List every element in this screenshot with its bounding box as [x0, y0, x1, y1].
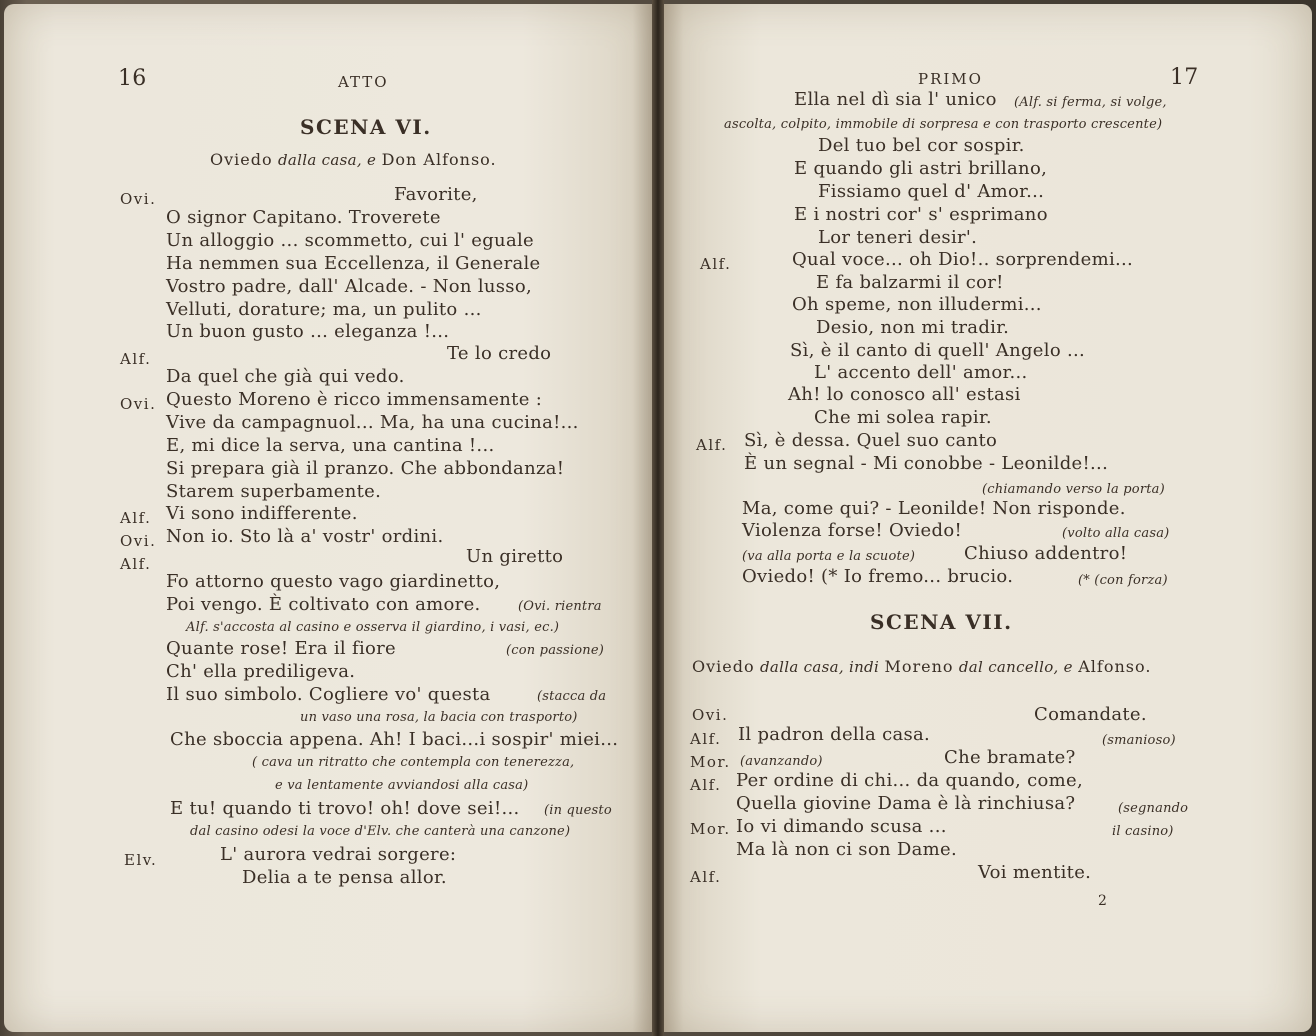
verse-line: L' aurora vedrai sorgere: — [220, 844, 457, 865]
scene-characters — [692, 656, 1151, 678]
speaker-label: Elv. — [124, 851, 158, 869]
book-gutter — [652, 0, 664, 1036]
stage-direction: ( cava un ritratto che contempla con tenerezza, — [252, 755, 575, 770]
verse-line: Te lo credo — [447, 343, 552, 364]
verse-line: Un buon gusto ... eleganza !... — [166, 321, 450, 342]
verse-line: Io vi dimando scusa ... — [736, 816, 947, 837]
character-action: dalla casa, e — [278, 151, 377, 169]
speaker-label: Alf. — [120, 509, 152, 527]
verse-line: Vi sono indifferente. — [166, 503, 358, 524]
verse-line: Poi vengo. È coltivato con amore. — [166, 594, 481, 615]
character-name: Oviedo — [692, 657, 755, 676]
speaker-label: Mor. — [690, 820, 731, 838]
verse-line: L' accento dell' amor... — [814, 362, 1028, 383]
verse-line: E, mi dice la serva, una cantina !... — [166, 435, 495, 456]
verse-line: E fa balzarmi il cor! — [816, 272, 1004, 293]
speaker-label: Alf. — [696, 436, 728, 454]
verse-line: Vive da campagnuol... Ma, ha una cucina!... — [166, 412, 579, 433]
verse-line: Il padron della casa. — [738, 724, 931, 745]
verse-line: Questo Moreno è ricco immensamente : — [166, 389, 543, 410]
verse-line: Violenza forse! Oviedo! — [742, 520, 962, 541]
stage-direction: (Alf. si ferma, si volge, — [1014, 95, 1167, 110]
verse-line: Sì, è il canto di quell' Angelo ... — [790, 340, 1086, 361]
left-page — [4, 4, 652, 1032]
verse-line: Da quel che già qui vedo. — [166, 366, 405, 387]
verse-line: Comandate. — [1034, 704, 1147, 725]
verse-line: E tu! quando ti trovo! oh! dove sei!... — [170, 798, 520, 819]
stage-direction: (smanioso) — [1102, 733, 1176, 748]
stage-direction: un vaso una rosa, la bacia con trasporto) — [300, 710, 578, 725]
speaker-label: Ovi. — [120, 190, 157, 208]
verse-line: Quella giovine Dama è là rinchiusa? — [736, 793, 1076, 814]
verse-line: E i nostri cor' s' esprimano — [794, 204, 1048, 225]
speaker-label: Alf. — [700, 255, 732, 273]
verse-line: Starem superbamente. — [166, 481, 382, 502]
verse-line: Ella nel dì sia l' unico — [794, 89, 997, 110]
verse-line: Qual voce... oh Dio!.. sorprendemi... — [792, 249, 1134, 270]
verse-line: Oviedo! (* Io fremo... brucio. — [742, 566, 1014, 587]
verse-line: Sì, è dessa. Quel suo canto — [744, 430, 998, 451]
stage-direction: (chiamando verso la porta) — [982, 482, 1165, 497]
stage-direction: il casino) — [1112, 824, 1174, 839]
verse-line: È un segnal - Mi conobbe - Leonilde!... — [744, 453, 1109, 474]
verse-line: Del tuo bel cor sospir. — [818, 135, 1025, 156]
verse-line: Fo attorno questo vago giardinetto, — [166, 571, 501, 592]
verse-line: Lor teneri desir'. — [818, 227, 978, 248]
speaker-label: Alf. — [690, 868, 722, 886]
stage-direction: (volto alla casa) — [1062, 526, 1170, 541]
right-page — [664, 4, 1312, 1032]
verse-line: Desio, non mi tradir. — [816, 317, 1010, 338]
verse-line: Fissiamo quel d' Amor... — [818, 181, 1045, 202]
stage-direction: dal casino odesi la voce d'Elv. che canterà una canzone) — [190, 824, 571, 839]
verse-line: Il suo simbolo. Cogliere vo' questa — [166, 684, 491, 705]
scene-characters — [210, 149, 497, 171]
stage-direction: Alf. s'accosta al casino e osserva il giardino, i vasi, ec.) — [186, 620, 560, 635]
verse-line: Un giretto — [466, 546, 564, 567]
stage-direction: (avanzando) — [740, 754, 823, 769]
stage-direction: (* (con forza) — [1078, 573, 1168, 588]
verse-line: Vostro padre, dall' Alcade. - Non lusso, — [166, 276, 533, 297]
verse-line: O signor Capitano. Troverete — [166, 207, 441, 228]
verse-line: Quante rose! Era il fiore — [166, 638, 397, 659]
verse-line: Che mi solea rapir. — [814, 407, 992, 428]
speaker-label: Ovi. — [692, 706, 729, 724]
speaker-label: Alf. — [120, 555, 152, 573]
signature-mark: 2 — [1098, 893, 1108, 909]
verse-line: Velluti, dorature; ma, un pulito ... — [166, 299, 482, 320]
stage-direction: (in questo — [544, 803, 612, 818]
stage-direction: ascolta, colpito, immobile di sorpresa e con trasporto crescente) — [724, 117, 1163, 132]
verse-line: Ah! lo conosco all' estasi — [788, 384, 1021, 405]
stage-direction: e va lentamente avviandosi alla casa) — [275, 778, 529, 793]
verse-line: Chiuso addentro! — [964, 543, 1128, 564]
verse-line: Ma, come qui? - Leonilde! Non risponde. — [742, 498, 1126, 519]
character-action: dal cancello, e — [958, 658, 1073, 676]
verse-line: Ha nemmen sua Eccellenza, il Generale — [166, 253, 541, 274]
scene-title: SCENA VII. — [870, 610, 1013, 634]
character-name: Don Alfonso. — [381, 150, 497, 169]
character-name: Alfonso. — [1078, 657, 1152, 676]
speaker-label: Ovi. — [120, 532, 157, 550]
verse-line: Ma là non ci son Dame. — [736, 839, 957, 860]
verse-line: Voi mentite. — [978, 862, 1092, 883]
verse-line: Ch' ella prediligeva. — [166, 661, 356, 682]
scene-title: SCENA VI. — [300, 115, 432, 139]
speaker-label: Ovi. — [120, 395, 157, 413]
stage-direction: (segnando — [1118, 801, 1189, 816]
speaker-label: Mor. — [690, 753, 731, 771]
verse-line: Per ordine di chi... da quando, come, — [736, 770, 1083, 791]
verse-line: E quando gli astri brillano, — [794, 158, 1048, 179]
stage-direction: (va alla porta e la scuote) — [742, 549, 916, 564]
running-head: ATTO — [338, 73, 389, 91]
verse-line: Favorite, — [394, 184, 478, 205]
verse-line: Delia a te pensa allor. — [242, 867, 447, 888]
character-name: Oviedo — [210, 150, 273, 169]
page-number: 17 — [1170, 65, 1199, 90]
verse-line: Un alloggio ... scommetto, cui l' eguale — [166, 230, 534, 251]
character-name: Moreno — [884, 657, 954, 676]
verse-line: Oh speme, non illudermi... — [792, 294, 1042, 315]
running-head: PRIMO — [918, 70, 983, 88]
verse-line: Si prepara già il pranzo. Che abbondanza! — [166, 458, 565, 479]
character-action: dalla casa, indi — [760, 658, 880, 676]
speaker-label: Alf. — [120, 350, 152, 368]
verse-line: Che bramate? — [944, 747, 1076, 768]
verse-line: Non io. Sto là a' vostr' ordini. — [166, 526, 444, 547]
stage-direction: (Ovi. rientra — [518, 599, 602, 614]
page-number: 16 — [118, 66, 147, 91]
stage-direction: (stacca da — [537, 689, 607, 704]
stage-direction: (con passione) — [506, 643, 605, 658]
speaker-label: Alf. — [690, 776, 722, 794]
verse-line: Che sboccia appena. Ah! I baci...i sospir' miei... — [170, 729, 619, 750]
speaker-label: Alf. — [690, 730, 722, 748]
